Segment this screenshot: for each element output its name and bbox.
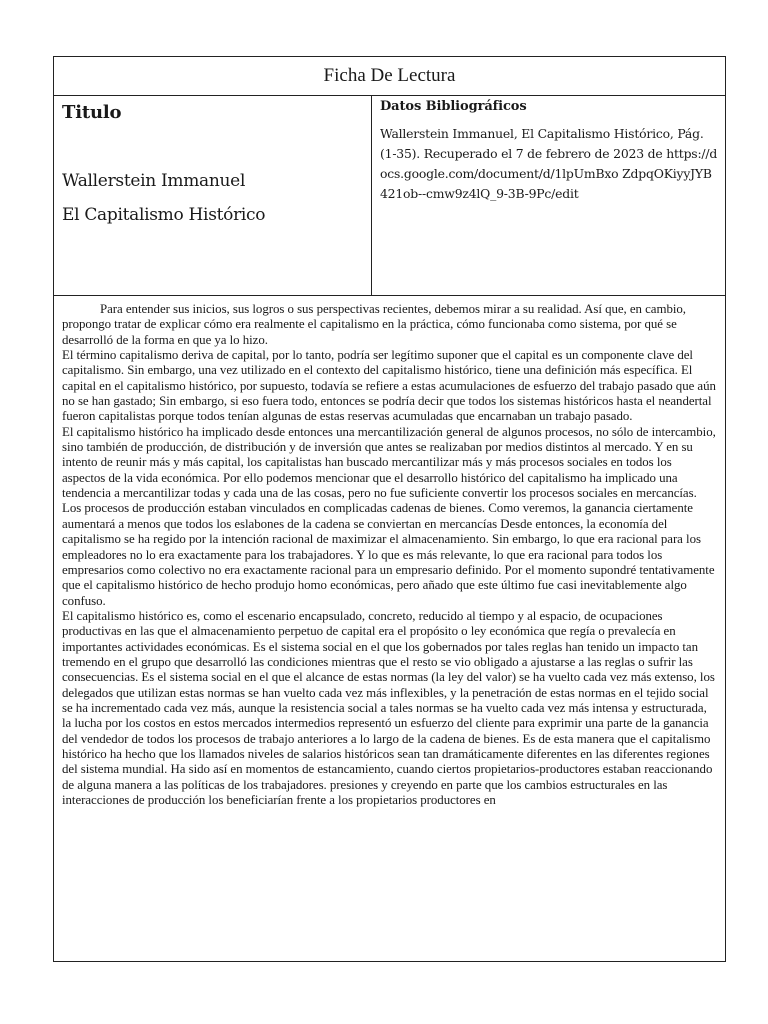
info-row (54, 96, 725, 296)
bibliographic-reference: Wallerstein Immanuel, El Capitalismo Histórico, Pág. (1-35). Recuperado el 7 de febrero de 2023 de https://docs.google.com/document/d/1lpUmBxo ZdpqOKiyyJYB421ob--cmw9z4lQ_9-3B-9Pc/edit (380, 126, 718, 201)
work-title: El Capitalismo Histórico (62, 205, 266, 225)
card-heading: Ficha De Lectura (54, 57, 725, 96)
title-label: Titulo (62, 102, 122, 123)
summary-body (54, 296, 725, 808)
summary-paragraph: El capitalismo histórico es, como el escenario encapsulado, concreto, reducido al tiempo y al espacio, de ocupaciones productivas en las que el almacenamiento perpetuo de capital era el propósito o ley económica que regía o prevalecía en importantes actividades económicas. Es el sistema social en el que los gobernados por tales reglas han tenido un impacto tan tremendo en el grupo que desarrolló las condiciones mientras que el resto se vio obligado a ajustarse a las reglas o sufrir las consecuencias. Es el sistema social en el que el alcance de estas normas (la ley del valor) se ha vuelto cada vez más extenso, los delegados que utilizan estas normas se han vuelto cada vez más inflexibles, y la penetración de estas normas en el tejido social se ha incrementado cada vez más, aunque la resistencia social a tales normas se ha vuelto cada vez más intensa y estructurada, la lucha por los costos en estos mercados intermedios representó un esfuerzo del cliente para exprimir una parte de la ganancia del vendedor de todos los procesos de trabajo anteriores a lo largo de la cadena de bienes. Es de esta manera que el capitalismo histórico ha hecho que los llamados niveles de salarios históricos sean tan dramáticamente diferentes en las diferentes regiones del sistema mundial. Ha sido así en momentos de estancamiento, cuando ciertos propietarios-productores estaban reaccionando de alguna manera a las políticas de los trabajadores. presiones y creyendo en parte que los cambios estructurales en las interacciones de producción los beneficiarían frente a los propietarios productores en (62, 608, 715, 807)
bibliographic-label: Datos Bibliográficos (380, 99, 527, 114)
title-cell (54, 96, 372, 295)
author-name: Wallerstein Immanuel (62, 171, 246, 191)
summary-paragraph: Para entender sus inicios, sus logros o sus perspectivas recientes, debemos mirar a su realidad. Así que, en cambio, propongo tratar de explicar cómo era realmente el capitalismo en la práctica, cómo funcionaba como sistema, por qué se desarrolló de la forma en que ya lo hizo. (62, 302, 686, 347)
summary-paragraph: El capitalismo histórico ha implicado desde entonces una mercantilización general de algunos procesos, no sólo de intercambio, sino también de producción, de distribución y de inversión que antes se realizaban por medios distintos al mercado. Y en su intento de reunir más y más capital, los capitalistas han buscado mercantilizar más y más procesos sociales en todos los aspectos de la vida económica. Por ello podemos mencionar que el desarrollo histórico del capitalismo ha implicado una tendencia a mercantilizar todas y cada una de las cosas, pero no fue suficiente convertir los procesos sociales en mercancías. Los procesos de producción estaban vinculados en complicadas cadenas de bienes. Como veremos, la ganancia ciertamente aumentará a menos que todos los eslabones de la cadena se conviertan en mercancías Desde entonces, la economía del capitalismo se ha regido por la intención racional de maximizar el almacenamiento. Sin embargo, lo que era racional para los empleadores no lo era exactamente para los trabajadores. Y lo que es más relevante, lo que era racional para todos los empresarios como colectivo no era exactamente racional para un empresario definido. Por el momento supondré tentativamente que el capitalismo histórico de hecho produjo homo económicas, pero añado que este último fue casi inevitablemente algo confuso. (62, 424, 716, 608)
summary-paragraph: El término capitalismo deriva de capital, por lo tanto, podría ser legítimo suponer que el capital es un componente clave del capitalismo. Sin embargo, una vez utilizado en el contexto del capitalismo histórico, tiene una definición más específica. El capital en el capitalismo histórico, por supuesto, todavía se refiere a estas acumulaciones de esfuerzo del trabajo pasado que aún no se han gastado; Sin embargo, si eso fuera todo, entonces se podría decir que todos los sistemas históricos hasta el neandertal fueron capitalistas porque todos tenían algunas de estas reservas acumuladas que encarnaban un trabajo pasado. (62, 348, 716, 424)
bibliographic-cell (372, 96, 725, 295)
reading-card (53, 56, 726, 962)
